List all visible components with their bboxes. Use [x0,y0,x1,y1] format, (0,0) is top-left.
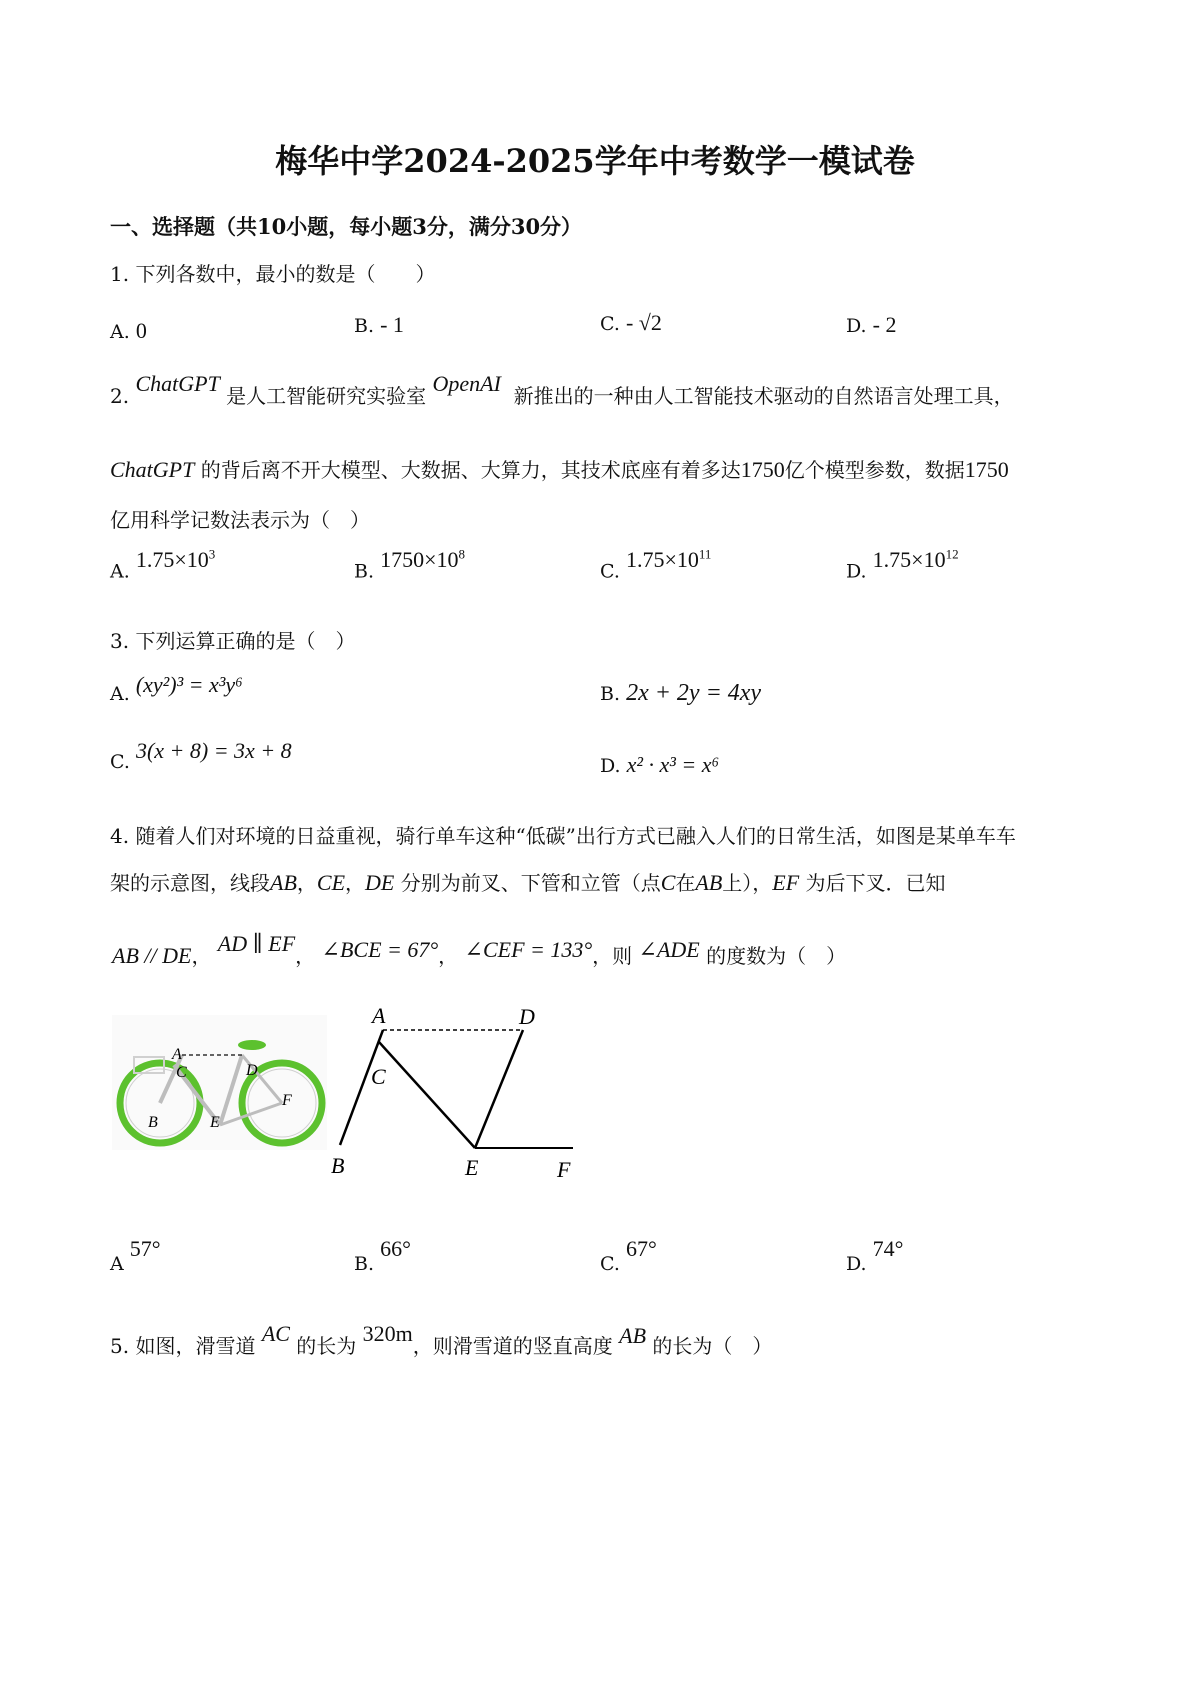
question-4-line-3: AB // DE， AD ∥ EF， ∠BCE = 67°， ∠CEF = 133°，则 ∠ADE 的度数为（ ） [112,931,847,968]
q3-option-d: D. x² · x³ = x⁶ [600,752,720,777]
bicycle-photo [112,1015,327,1150]
q4-option-b: B. 66° [354,1236,411,1275]
q2-option-c: C. $1.75\times 10^{11}$ [600,547,712,583]
frame-diagram [325,1000,595,1185]
q3-option-a: A. (xy²)³ = x³y⁶ [110,672,243,705]
q2-option-a: A. $1.75\times 10^3$ [110,547,216,583]
question-4-line-2: 架的示意图，线段AB，CE，DE 分别为前叉、下管和立管（点C在AB上），EF 为后下叉．已知 [110,870,946,895]
diagram-label-b: B [331,1153,345,1178]
question-2-line-2: ChatGPT 的背后离不开大模型、大数据、大算力，其技术底座有着多达1750亿个模型参数，数据1750 [110,457,1009,482]
question-1-stem: 1. 下列各数中，最小的数是（ ） [110,262,436,286]
q3-option-c: C. 3(x + 8) = 3x + 8 [110,738,292,773]
question-2-line-3: 亿用科学记数法表示为（ ） [110,508,370,532]
diagram-label-e: E [465,1155,479,1180]
diagram-label-a: A [372,1003,386,1028]
photo-label-e: E [210,1114,220,1131]
photo-label-c: C [176,1064,187,1081]
photo-label-b: B [148,1114,158,1131]
q4-option-c: C. 67° [600,1236,657,1275]
photo-label-a: A [172,1046,182,1063]
photo-label-f: F [282,1092,292,1109]
q3-option-b: B. 2x + 2y = 4xy [600,680,762,706]
diagram-label-c: C [371,1064,386,1089]
question-2-line-1: 2. ChatGPT 是人工智能研究实验室 OpenAI 新推出的一种由人工智能技术驱动的自然语言处理工具， [110,371,1014,408]
q1-option-c: C. - √2 [600,310,662,335]
q1-option-d: D. - 2 [846,312,897,337]
q4-option-d: D. 74° [846,1236,904,1275]
section-heading: 一、选择题（共10小题，每小题3分，满分30分） [110,214,583,239]
question-5-stem: 5. 如图，滑雪道 AC 的长为 320m，则滑雪道的竖直高度 AB 的长为（ ） [110,1321,773,1358]
q1-option-b: B. - 1 [354,312,404,337]
question-3-stem: 3. 下列运算正确的是（ ） [110,629,356,653]
diagram-label-f: F [557,1157,571,1182]
page-title: 梅华中学2024-2025学年中考数学一模试卷 [275,142,915,180]
photo-label-d: D [246,1062,258,1079]
q2-option-d: D. $1.75\times 10^{12}$ [846,547,959,583]
q2-option-b: B. $1750\times 10^8$ [354,547,465,583]
q4-option-a: A 57° [110,1236,161,1275]
diagram-label-d: D [519,1004,535,1029]
question-4-line-1: 4. 随着人们对环境的日益重视，骑行单车这种“低碳”出行方式已融入人们的日常生活，如图是某单车车 [110,824,1016,848]
q1-option-a: A. 0 [110,318,147,343]
